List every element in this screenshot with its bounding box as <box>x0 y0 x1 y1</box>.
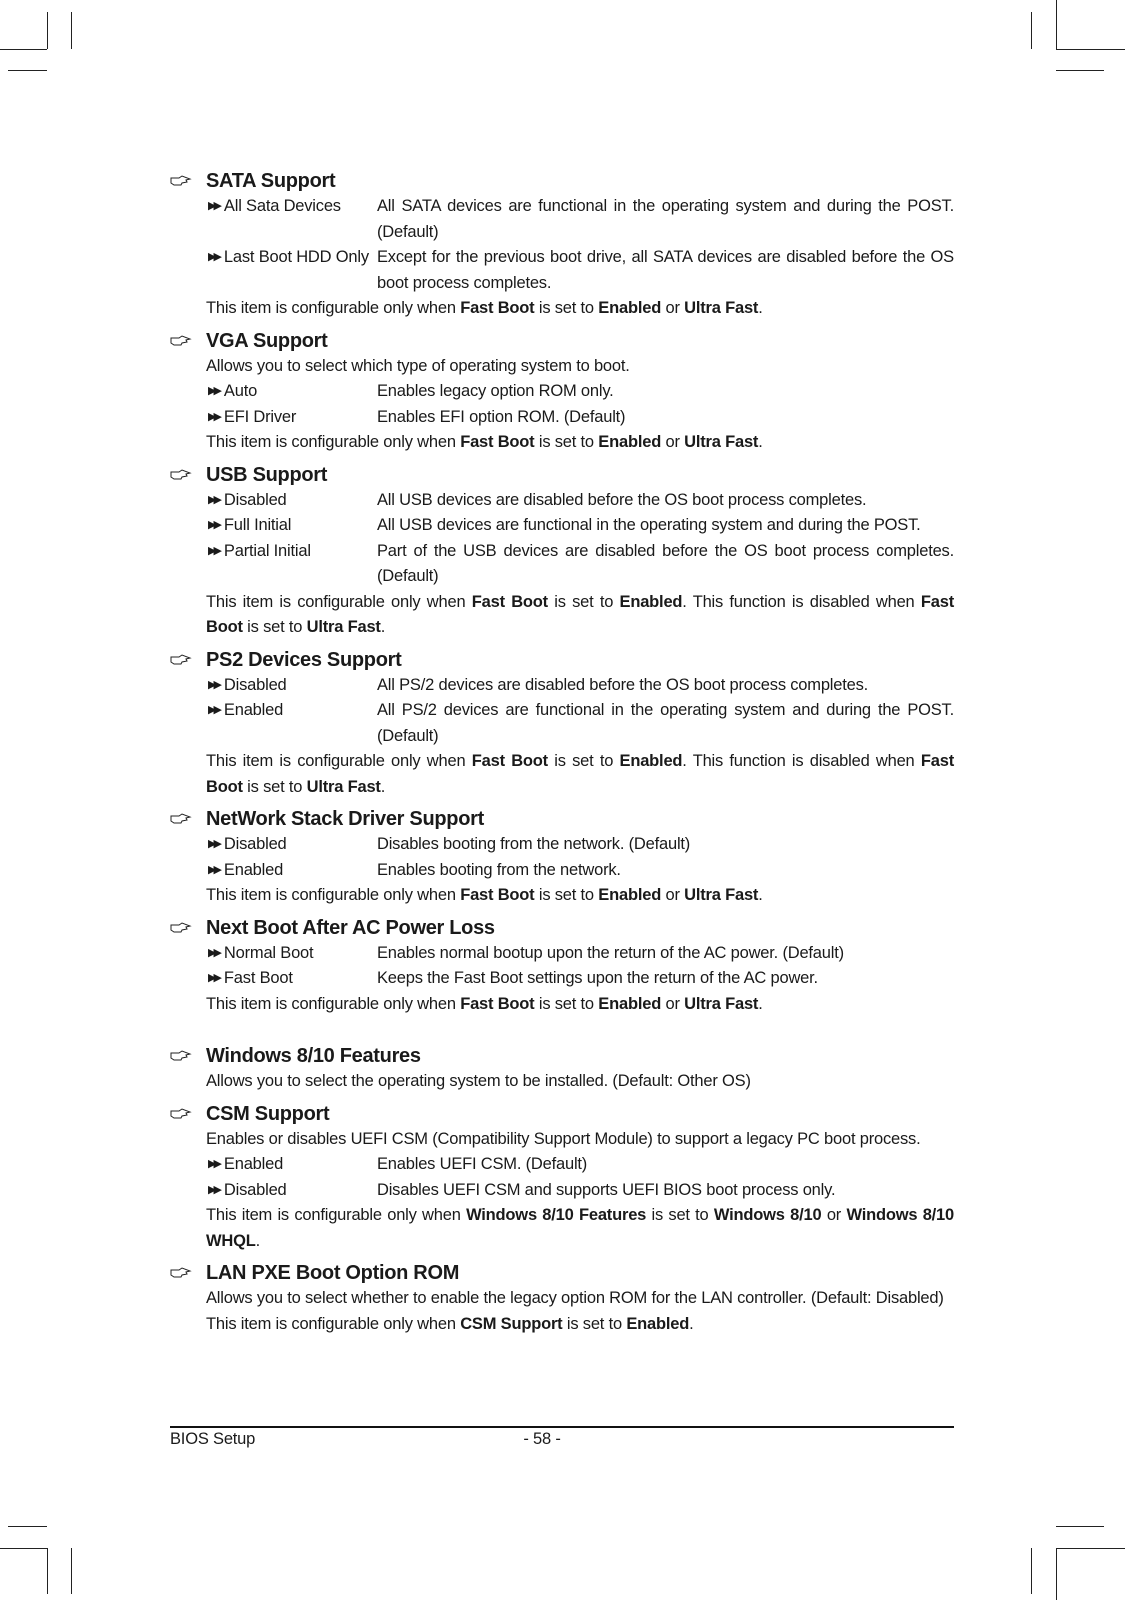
option-desc: Enables EFI option ROM. (Default) <box>377 407 626 426</box>
double-arrow-icon: ▶▶ <box>208 863 219 876</box>
option-desc: Part of the USB devices are disabled before the OS boot process completes. (Default) <box>377 541 954 585</box>
section-title: VGA Support <box>206 329 328 352</box>
section-vga-support <box>170 328 954 456</box>
option-name: Disabled <box>223 835 287 853</box>
crop-mark <box>47 1548 48 1594</box>
option-desc: Enables normal bootup upon the return of the AC power. (Default) <box>377 943 844 962</box>
config-note: This item is configurable only when Fast Boot is set to Enabled. This function is disabled when Fast Boot is set to Ultra Fast. <box>206 592 954 636</box>
option-desc: All PS/2 devices are disabled before the OS boot process completes. <box>377 675 869 694</box>
option-row <box>206 379 954 405</box>
option-row <box>206 832 954 858</box>
section-title: SATA Support <box>206 170 336 192</box>
pointing-hand-icon <box>170 922 192 934</box>
option-row <box>206 966 954 992</box>
option-name: EFI Driver <box>223 407 297 426</box>
section-next-boot-after-ac-power-loss <box>170 915 954 1018</box>
crop-mark <box>71 12 72 49</box>
option-desc: All USB devices are disabled before the OS boot process completes. <box>377 490 867 509</box>
pointing-hand-icon <box>170 175 192 187</box>
option-row <box>206 1178 954 1204</box>
pointing-hand-icon <box>170 469 192 481</box>
option-row <box>206 1152 954 1178</box>
option-name: All Sata Devices <box>223 197 341 215</box>
page-number: - 58 - <box>523 1430 561 1448</box>
option-row <box>206 405 954 431</box>
config-note: This item is configurable only when CSM Support is set to Enabled. <box>206 1314 694 1333</box>
section-title: Windows 8/10 Features <box>206 1045 421 1067</box>
section-desc: Allows you to select whether to enable the legacy option ROM for the LAN controller. (Default: Disabled) <box>206 1289 944 1307</box>
option-row <box>206 941 954 967</box>
section-heading <box>170 806 954 832</box>
crop-mark <box>1056 0 1057 49</box>
config-note: This item is configurable only when Fast Boot is set to Enabled or Ultra Fast. <box>206 886 763 904</box>
section-desc: Allows you to select which type of operating system to boot. <box>206 356 630 375</box>
double-arrow-icon: ▶▶ <box>208 1183 219 1196</box>
crop-mark <box>1056 49 1125 50</box>
section-heading <box>170 1101 954 1127</box>
double-arrow-icon: ▶▶ <box>208 251 219 263</box>
option-row <box>206 673 954 699</box>
pointing-hand-icon <box>170 813 192 825</box>
section-title: USB Support <box>206 463 328 486</box>
double-arrow-icon: ▶▶ <box>208 1158 219 1170</box>
double-arrow-icon: ▶▶ <box>208 838 219 850</box>
crop-mark <box>47 12 48 49</box>
section-title: CSM Support <box>206 1102 330 1125</box>
option-desc: Disables UEFI CSM and supports UEFI BIOS boot process only. <box>377 1180 836 1199</box>
section-desc: Enables or disables UEFI CSM (Compatibility Support Module) to support a legacy PC boot process. <box>206 1129 921 1148</box>
option-desc: Enables booting from the network. <box>377 860 621 879</box>
crop-mark <box>1056 1548 1057 1600</box>
option-desc: All PS/2 devices are functional in the operating system and during the POST. (Default) <box>377 701 954 745</box>
pointing-hand-icon <box>170 1267 192 1279</box>
page-footer <box>170 1426 954 1448</box>
footer-title: BIOS Setup <box>170 1430 256 1448</box>
config-note: This item is configurable only when Windows 8/10 Features is set to Windows 8/10 or Windows 8/10 WHQL. <box>206 1206 955 1250</box>
option-name: Disabled <box>223 675 287 694</box>
crop-mark <box>0 49 47 50</box>
option-desc: Enables UEFI CSM. (Default) <box>377 1155 588 1173</box>
option-name: Normal Boot <box>223 943 314 962</box>
option-name: Disabled <box>223 1180 287 1199</box>
section-sata-support <box>170 168 954 322</box>
page-content <box>170 168 954 1337</box>
section-desc: Allows you to select the operating system to be installed. (Default: Other OS) <box>206 1072 751 1090</box>
double-arrow-icon: ▶▶ <box>208 519 219 531</box>
option-row <box>206 194 954 245</box>
double-arrow-icon: ▶▶ <box>208 946 219 959</box>
pointing-hand-icon <box>170 1050 192 1062</box>
pointing-hand-icon <box>170 335 192 347</box>
crop-mark <box>1031 12 1032 49</box>
config-note: This item is configurable only when Fast Boot is set to Enabled or Ultra Fast. <box>206 433 763 451</box>
section-network-stack-driver-support <box>170 806 954 909</box>
option-name: Auto <box>223 382 258 400</box>
option-name: Partial Initial <box>223 541 311 560</box>
option-row <box>206 488 954 514</box>
double-arrow-icon: ▶▶ <box>208 972 219 984</box>
section-ps2-devices-support <box>170 647 954 801</box>
section-heading <box>170 647 954 673</box>
option-row <box>206 245 954 296</box>
section-usb-support <box>170 462 954 641</box>
crop-mark <box>1056 1526 1104 1527</box>
crop-mark <box>1031 1548 1032 1594</box>
option-row <box>206 539 954 590</box>
option-name: Last Boot HDD Only <box>223 248 369 266</box>
option-row <box>206 513 954 539</box>
option-name: Enabled <box>223 701 284 719</box>
crop-mark <box>8 70 47 71</box>
double-arrow-icon: ▶▶ <box>208 410 219 423</box>
option-name: Disabled <box>223 490 287 509</box>
config-note: This item is configurable only when Fast Boot is set to Enabled or Ultra Fast. <box>206 994 763 1013</box>
double-arrow-icon: ▶▶ <box>208 493 219 506</box>
option-name: Fast Boot <box>223 969 293 987</box>
section-heading <box>170 462 954 488</box>
config-note: This item is configurable only when Fast Boot is set to Enabled. This function is disabled when Fast Boot is set to Ultra Fast. <box>206 752 954 796</box>
section-title: NetWork Stack Driver Support <box>206 808 484 830</box>
section-heading <box>170 915 954 941</box>
option-row <box>206 698 954 749</box>
double-arrow-icon: ▶▶ <box>208 200 219 212</box>
option-desc: Except for the previous boot drive, all SATA devices are disabled before the OS boot process completes. <box>377 248 954 292</box>
crop-mark <box>1056 70 1104 71</box>
section-heading <box>170 1260 954 1286</box>
option-desc: Keeps the Fast Boot settings upon the return of the AC power. <box>377 969 818 987</box>
pointing-hand-icon <box>170 654 192 666</box>
pointing-hand-icon <box>170 1108 192 1120</box>
section-title: PS2 Devices Support <box>206 648 402 671</box>
crop-mark <box>0 1548 47 1549</box>
crop-mark <box>1056 1548 1125 1549</box>
crop-mark <box>8 1526 47 1527</box>
double-arrow-icon: ▶▶ <box>208 544 219 557</box>
section-csm-support <box>170 1101 954 1255</box>
option-row <box>206 858 954 884</box>
option-name: Enabled <box>223 860 284 879</box>
section-heading <box>170 328 954 354</box>
option-name: Enabled <box>223 1155 284 1173</box>
option-desc: All USB devices are functional in the operating system and during the POST. <box>377 516 921 534</box>
section-title: Next Boot After AC Power Loss <box>206 916 495 939</box>
double-arrow-icon: ▶▶ <box>208 678 219 691</box>
section-lan-pxe-boot-option-rom <box>170 1260 954 1337</box>
section-heading <box>170 168 954 194</box>
section-windows-features <box>170 1043 954 1095</box>
double-arrow-icon: ▶▶ <box>208 385 219 397</box>
option-desc: Enables legacy option ROM only. <box>377 382 614 400</box>
option-desc: All SATA devices are functional in the operating system and during the POST. (Default) <box>377 197 954 241</box>
option-name: Full Initial <box>223 516 292 534</box>
double-arrow-icon: ▶▶ <box>208 704 219 716</box>
config-note: This item is configurable only when Fast Boot is set to Enabled or Ultra Fast. <box>206 299 763 317</box>
section-heading <box>170 1043 954 1069</box>
option-desc: Disables booting from the network. (Default) <box>377 835 691 853</box>
crop-mark <box>71 1548 72 1594</box>
section-title: LAN PXE Boot Option ROM <box>206 1262 460 1284</box>
